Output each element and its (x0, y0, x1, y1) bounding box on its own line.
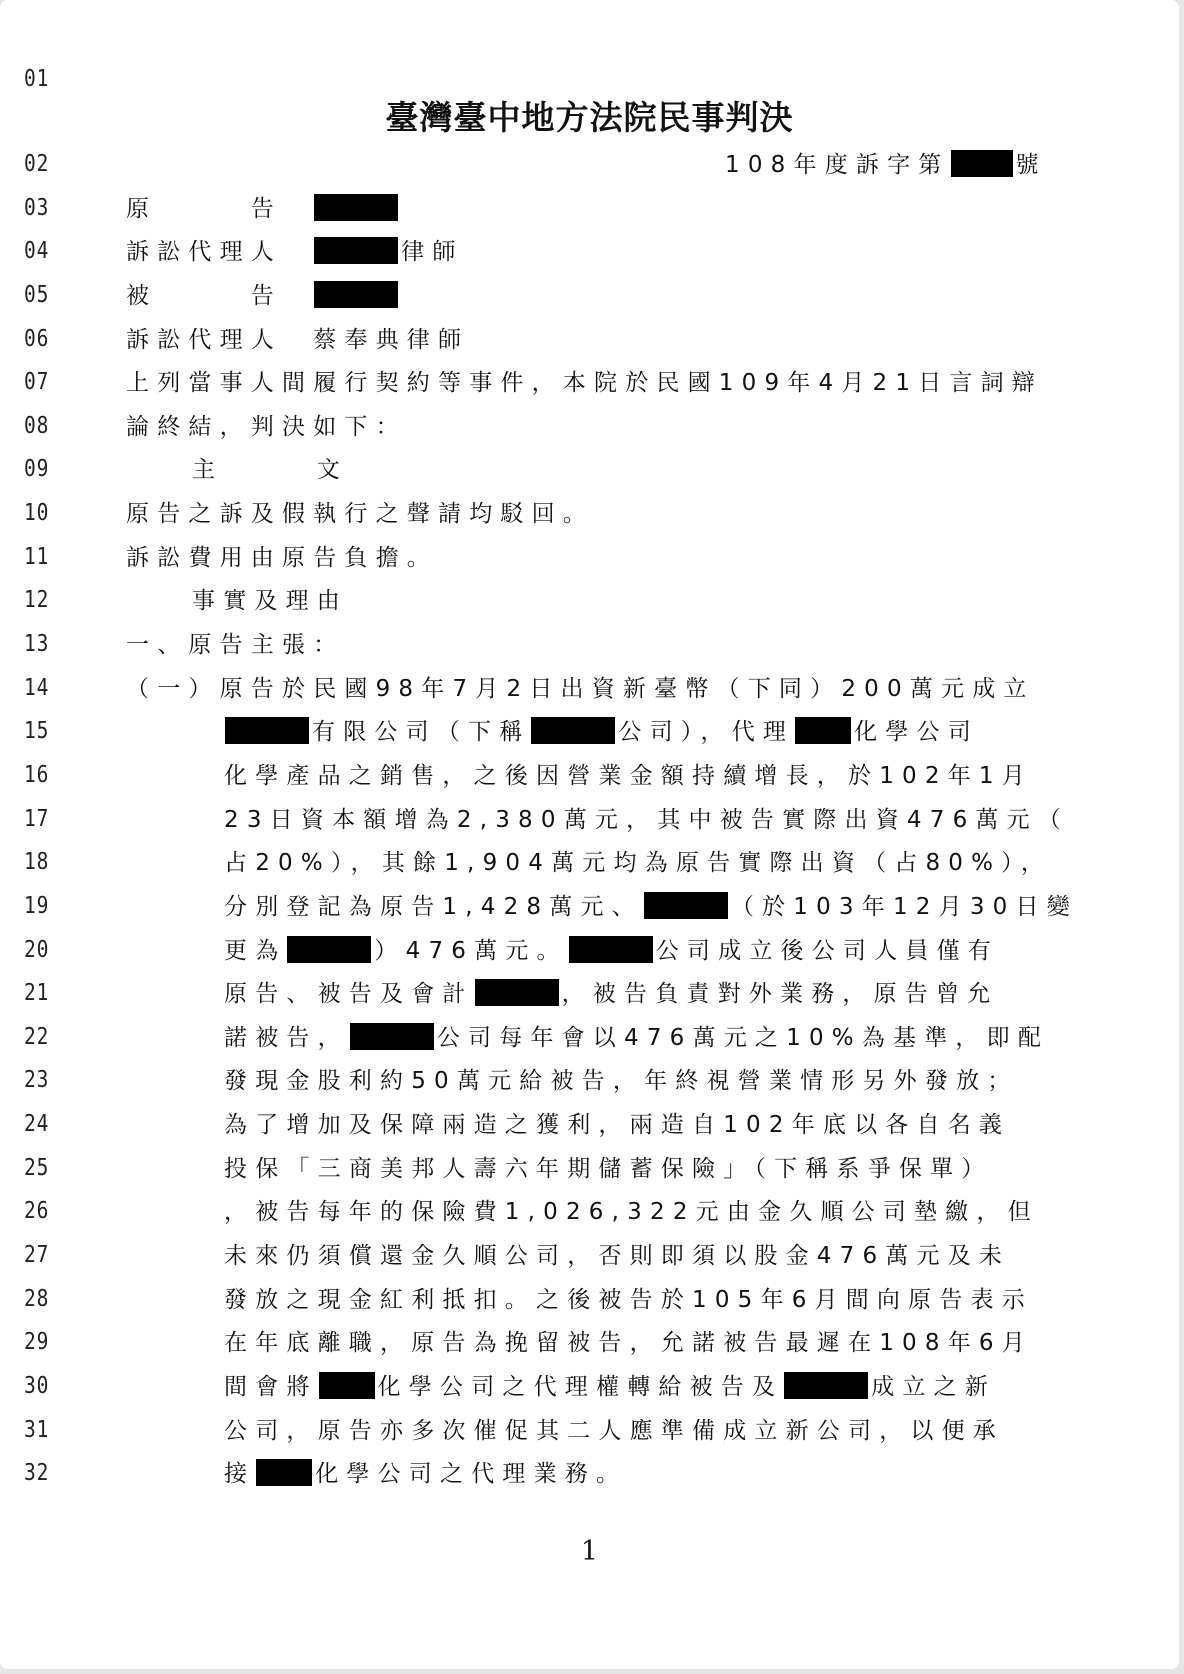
line-number: 29 (24, 1329, 50, 1356)
text-segment: 主 文 (192, 457, 348, 484)
text-segment: 律師 (401, 239, 464, 266)
text-segment: 化學產品之銷售，之後因營業金額持續增長，於102年1月 (224, 762, 1033, 789)
text-segment: 發放之現金紅利抵扣。之後被告於105年6月間向原告表示 (224, 1286, 1033, 1313)
text-line (725, 150, 1047, 180)
text-line (224, 1023, 1049, 1053)
line-number: 10 (24, 500, 50, 527)
line-number: 28 (24, 1285, 50, 1312)
text-segment: 化學公司之代理業務。 (315, 1461, 628, 1488)
text-line (224, 1372, 996, 1402)
text-segment: 成立之新 (871, 1373, 997, 1400)
line-number: 23 (24, 1067, 50, 1094)
text-segment: 在年底離職，原告為挽留被告，允諾被告最遲在108年6月 (224, 1330, 1033, 1357)
line-number: 26 (24, 1198, 50, 1225)
line-number: 02 (24, 151, 50, 177)
text-line (126, 499, 594, 529)
text-line (126, 543, 438, 573)
line-number: 25 (24, 1154, 50, 1181)
text-segment: 化學公司 (854, 719, 979, 746)
text-segment: 間會將 (224, 1373, 318, 1400)
text-line (224, 1285, 1033, 1315)
text-segment: 分別登記為原告1,428萬元、 (224, 893, 643, 920)
redaction-box (951, 150, 1013, 177)
text-segment: 事實及理由 (192, 588, 348, 615)
line-number: 12 (24, 587, 50, 614)
text-line (224, 717, 979, 747)
line-number: 04 (24, 238, 50, 265)
text-line (224, 761, 1033, 791)
text-segment: 公司成立後公司人員僅有 (655, 937, 999, 964)
line-number: 11 (24, 543, 50, 570)
line-number: 17 (24, 805, 50, 832)
line-number: 03 (24, 194, 50, 221)
line-number: 16 (24, 761, 50, 788)
text-segment: 投保「三商美邦人壽六年期儲蓄保險」（下稱系爭保單） (224, 1155, 993, 1182)
line-number: 19 (24, 892, 50, 919)
text-segment: 23日資本額增為2,380萬元，其中被告實際出資476萬元（ (224, 806, 1070, 833)
line-number: 06 (24, 325, 50, 352)
redaction-box (644, 892, 728, 919)
redaction-box (225, 717, 309, 744)
text-segment: 原告、被告及會計 (224, 981, 474, 1008)
text-segment: 公司），代理 (618, 719, 795, 746)
text-segment: 訴訟代理人 蔡奉典律師 (126, 326, 470, 353)
text-segment: 公司每年會以476萬元之10%為基準，即配 (436, 1024, 1050, 1051)
line-number: 09 (24, 456, 50, 483)
text-segment: 原告之訴及假執行之聲請均駁回。 (126, 501, 594, 528)
redaction-box (475, 979, 559, 1006)
text-segment: 論終結，判決如下： (126, 413, 407, 440)
text-segment: 上列當事人間履行契約等事件，本院於民國109年4月21日言詞辯 (126, 370, 1043, 397)
line-number: 01 (24, 66, 50, 92)
text-line (126, 325, 469, 355)
text-segment: ）476萬元。 (374, 937, 568, 964)
text-segment: 被 告 (126, 282, 314, 309)
text-line (224, 1241, 1010, 1271)
line-number: 27 (24, 1242, 50, 1268)
text-line (126, 281, 401, 311)
text-segment: 有限公司（下稱 (312, 719, 531, 746)
text-segment: 公司，原告亦多次催促其二人應準備成立新公司，以便承 (224, 1417, 1004, 1444)
redaction-box (795, 717, 851, 744)
text-line (224, 936, 999, 966)
text-line (126, 674, 1035, 704)
redaction-box (531, 717, 615, 744)
redaction-box (569, 936, 653, 963)
text-segment: （一）原告於民國98年7月2日出資新臺幣（下同）200萬元成立 (126, 675, 1035, 702)
text-line (126, 237, 464, 267)
text-line (126, 630, 344, 660)
text-line (224, 805, 1069, 835)
text-segment: 號 (1015, 152, 1047, 178)
text-segment: 占20%），其餘1,904萬元均為原告實際出資（占80%）， (224, 850, 1053, 877)
text-line (224, 1328, 1033, 1358)
line-number: 22 (24, 1023, 50, 1050)
line-number: 08 (24, 412, 50, 439)
text-segment: ，被告負責對外業務，原告曾允 (561, 981, 999, 1008)
text-segment: 告 (157, 195, 314, 222)
line-number: 20 (24, 936, 50, 963)
text-line (224, 1459, 627, 1489)
text-segment: 為了增加及保障兩造之獲利，兩造自102年底以各自名義 (224, 1112, 1011, 1139)
redaction-box (314, 237, 398, 264)
text-line (224, 1066, 1018, 1096)
text-segment: 訴訟費用由原告負擔。 (126, 544, 438, 571)
redaction-box (314, 281, 398, 308)
text-segment: 接 (224, 1461, 256, 1488)
text-line (126, 412, 407, 442)
redaction-box (287, 936, 371, 963)
text-segment: 一、原告主張： (126, 632, 345, 659)
text-line (224, 1197, 1039, 1227)
line-number: 18 (24, 849, 50, 876)
text-segment: 諾被告， (224, 1024, 349, 1051)
line-number: 14 (24, 674, 50, 701)
text-line (224, 892, 1078, 922)
text-segment: 108年度訴字第 (725, 152, 950, 178)
text-line (192, 455, 348, 485)
text-line (126, 368, 1043, 398)
line-number: 31 (24, 1416, 50, 1443)
text-line (224, 1110, 1010, 1140)
line-number: 15 (24, 718, 50, 745)
text-segment: 發現金股利約50萬元給被告，年終視營業情形另外發放； (224, 1068, 1019, 1095)
redaction-box (314, 194, 398, 221)
document-title: 臺灣臺中地方法院民事判決 (385, 98, 794, 137)
text-segment: ，被告每年的保險費1,026,322元由金久順公司墊繳，但 (224, 1199, 1039, 1226)
line-number: 24 (24, 1111, 50, 1138)
text-line (126, 194, 401, 224)
text-segment: 化學公司之代理權轉給被告及 (377, 1373, 784, 1400)
line-number: 21 (24, 980, 50, 1007)
line-number: 13 (24, 631, 50, 658)
text-line (224, 1416, 1004, 1446)
text-segment: 訴訟代理人 (126, 239, 314, 266)
text-line (224, 848, 1052, 878)
text-segment: 未來仍須償還金久順公司，否則即須以股金476萬元及未 (224, 1243, 1011, 1269)
line-number: 30 (24, 1372, 50, 1399)
page-number: 1 (580, 1536, 599, 1567)
text-line (192, 586, 348, 616)
redaction-box (319, 1372, 375, 1399)
redaction-box (350, 1023, 434, 1050)
line-number: 32 (24, 1460, 50, 1487)
text-segment: （於103年12月30日變 (730, 893, 1078, 920)
line-number: 07 (24, 369, 50, 396)
text-segment: 原 (126, 195, 158, 222)
line-number: 05 (24, 281, 50, 308)
redaction-box (784, 1372, 868, 1399)
text-segment: 更為 (224, 937, 287, 964)
text-line (224, 979, 998, 1009)
text-line (224, 1154, 993, 1184)
redaction-box (256, 1459, 312, 1486)
